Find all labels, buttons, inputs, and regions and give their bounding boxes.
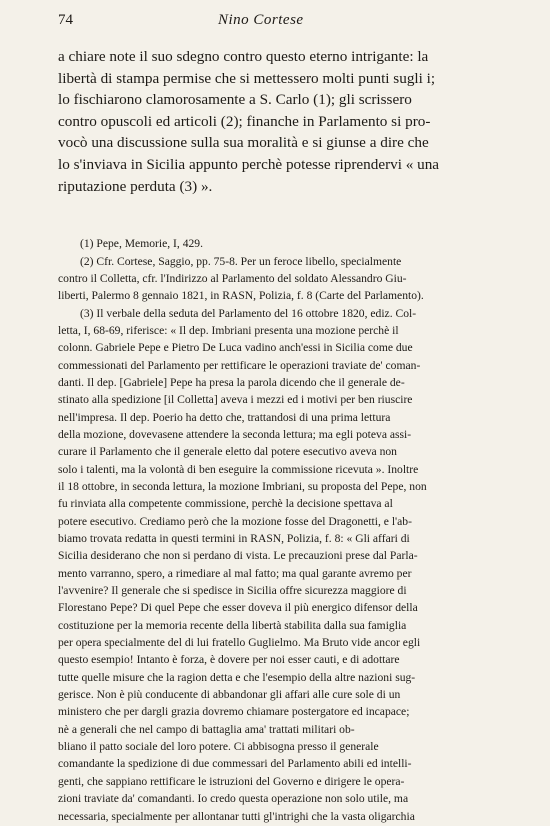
footnote-line: per opera specialmente del di lui fratello Guglielmo. Ma Bruto vide ancor egli [58,636,421,650]
footnote-line: costituzione per la memoria recente della libertà stabilita dalla sua famiglia [58,618,407,632]
footnote-line: l'avvenire? Il generale che si spedisce in Sicilia offre sicurezza maggiore di [58,584,407,598]
footnote-line: il 18 ottobre, in seconda lettura, la mozione Imbriani, su proposta del Pepe, non [58,479,427,493]
footnotes [58,235,530,825]
footnote-line: Florestano Pepe? Di quel Pepe che esser doveva il più energico difensor della [58,601,418,615]
footnote-line: potere esecutivo. Crediamo però che la mozione fosse del Dragonetti, e l'ab- [58,514,412,528]
footnote-line: contro il Colletta, cfr. l'Indirizzo al Parlamento del soldato Alessandro Giu- [58,271,407,285]
footnote-line: biamo trovata redatta in questi termini in RASN, Polizia, f. 8: « Gli affari di [58,532,410,545]
footnote-1 [58,235,530,252]
footnote-line: solo i talenti, ma la volontà di ben eseguire la commissione ricevuta ». Inoltre [58,462,419,476]
footnote-line: questo esempio! Intanto è forza, è dovere per noi esser cauti, e di adottare [58,653,400,667]
footnote-line: nell'impresa. Il dep. Poerio ha detto che, trattandosi di una prima lettura [58,410,391,424]
footnote-line: della mozione, dovevasene attendere la seconda lettura; ma egli poteva assi- [58,427,412,441]
footnote-line: tutte quelle misure che la ragion detta e che l'esempio della altre nazioni sug- [58,670,416,684]
footnote-line: ministero che per dargli grazia dovremo chiamare postergatore ed incapace; [58,705,410,719]
footnote-line: gerisce. Non è più conducente di abbandonar gli affari alle cure sole di un [58,688,401,702]
body-text [58,46,530,197]
footnote-line: comandante la spedizione di due commessari del Parlamento abili ed intelli- [58,757,412,771]
body-line: lo s'inviava in Sicilia appunto perchè potesse riprendervi « una [58,155,440,173]
footnote-line: zioni traviate da' comandanti. Io credo questa operazione non solo utile, ma [58,792,409,806]
running-head: Nino Cortese [218,12,304,28]
body-line: lo fischiarono clamorosamente a S. Carlo (1); gli scrissero [58,91,412,109]
footnote-line: bliano il patto sociale del loro potere. Ci abbisogna presso il generale [58,740,379,754]
body-line: contro opuscoli ed articoli (2); finanche in Parlamento si pro- [58,112,431,130]
footnote-2 [58,253,530,305]
page-header [58,12,530,34]
footnote-line: (2) Cfr. Cortese, Saggio, pp. 75-8. Per un feroce libello, specialmente [80,254,402,268]
body-line: riputazione perduta (3) ». [58,177,213,195]
footnote-line: fu rinviata alla competente commissione, perchè la decisione spettava al [58,497,393,511]
footnote-line: necessaria, specialmente per allontanar tutti gl'intrighi che la vasta oligarchia [58,809,415,823]
footnote-line: (1) Pepe, Memorie, I, 429. [80,237,203,251]
footnote-line: danti. Il dep. [Gabriele] Pepe ha presa la parola dicendo che il generale de- [58,375,405,389]
body-line: a chiare note il suo sdegno contro questo eterno intrigante: la [58,48,429,65]
footnote-3 [58,305,530,825]
footnote-line: (3) Il verbale della seduta del Parlamento del 16 ottobre 1820, ediz. Col- [80,306,417,320]
footnote-line: curare il Parlamento che il generale eletto dal potere esecutivo aveva non [58,445,397,459]
footnote-line: stinato alla spedizione [il Colletta] aveva i mezzi ed i motivi per ben riuscire [58,393,413,407]
body-line: libertà di stampa permise che si mettessero molti punti sugli i; [58,69,436,87]
footnote-line: commessionati del Parlamento per rettificare le operazioni traviate de' coman- [58,358,421,372]
footnote-line: letta, I, 68-69, riferisce: « Il dep. Imbriani presenta una mozione perchè il [58,323,399,337]
footnote-line: liberti, Palermo 8 gennaio 1821, in RASN, Polizia, f. 8 (Carte del Parlamento). [58,289,424,303]
footnote-line: genti, che sappiano rettificare le istruzioni del Governo e dirigere le opera- [58,774,405,788]
footnote-line: mento varranno, spero, a rimediare al mal fatto; ma qual garante avremo per [58,566,412,580]
body-line: vocò una discussione sulla sua moralità e si giunse a dire che [58,134,429,152]
footnote-line: nè a generali che nel campo di battaglia ama' trattati militari ob- [58,722,355,736]
footnote-line: colonn. Gabriele Pepe e Pietro De Luca vadino anch'essi in Sicilia come due [58,341,413,355]
footnote-line: Sicilia desiderano che non si perdano di vista. Le precauzioni prese dal Parla- [58,549,418,563]
page-number: 74 [58,12,73,28]
